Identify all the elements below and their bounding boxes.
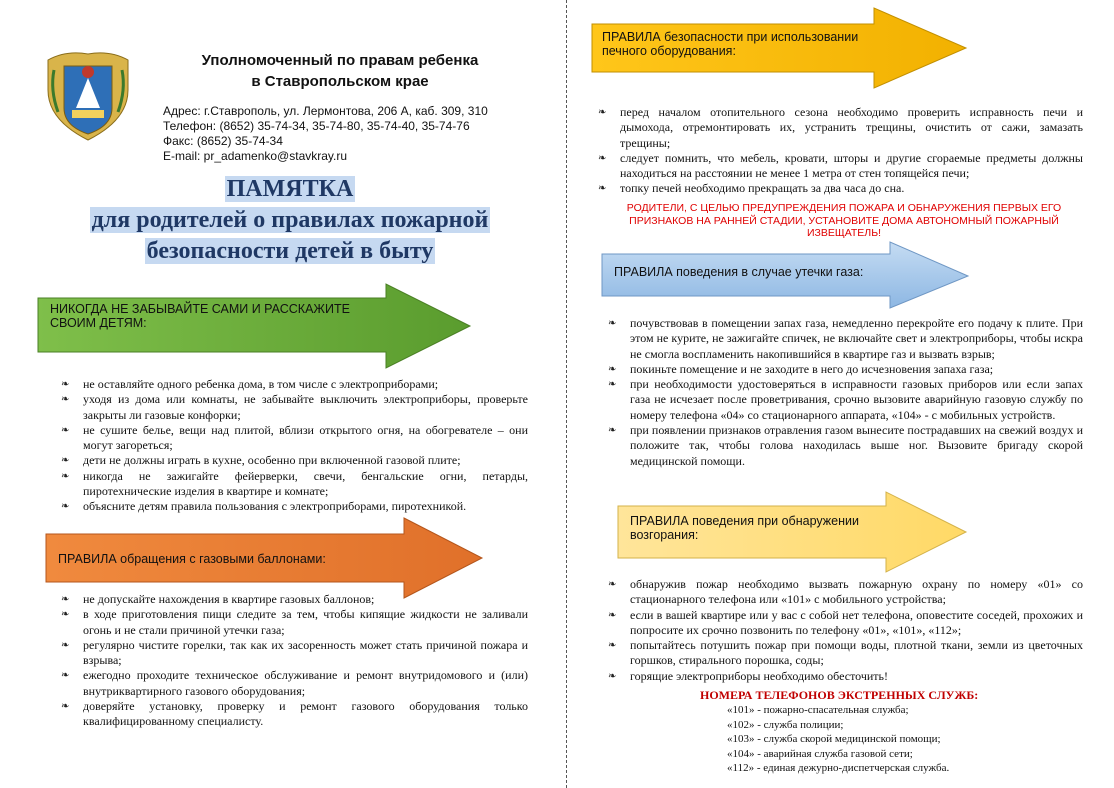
list-item: ❧ объясните детям правила пользования с электроприборами, пиротехникой. [83,499,528,514]
phone-item: «104» - аварийная служба газовой сети; [727,747,913,760]
arrow-stove-safety [590,6,970,90]
list-item: ❧ если в вашей квартире или у вас с собой нет телефона, оповестите соседей, прохожих и попросите их срочно позвонить по телефону «01», «101», «112»; [630,608,1083,639]
page-divider [566,0,567,788]
list-item: ❧ покиньте помещение и не заходите в него до исчезновения запаха газа; [630,362,1083,377]
list-item: ❧ регулярно чистите горелки, так как их засоренность может стать причиной пожара и взрыва; [83,638,528,669]
org-line-1: Уполномоченный по правам ребенка [201,52,479,69]
arrow-gas-cylinders [44,516,486,600]
arrow-gas-leak [600,240,972,310]
list-item: ❧ уходя из дома или комнаты, не забывайте выключить электроприборы, проверьте закрыты ли газовые конфорки; [83,392,528,423]
list-item: ❧ горящие электроприборы необходимо обесточить! [630,669,1083,684]
list-item: ❧ топку печей необходимо прекращать за два часа до сна. [620,181,1083,196]
emergency-phones-heading: НОМЕРА ТЕЛЕФОНОВ ЭКСТРЕННЫХ СЛУЖБ: [700,688,979,702]
list-item: ❧ ежегодно проходите техническое обслуживание и ремонт внутридомового и (или) внутриквартирного газового оборудования; [83,668,528,699]
right-sec3-heading: ПРАВИЛА поведения при обнаружении возгорания: [630,514,859,542]
title-line-1: ПАМЯТКА [226,176,354,202]
arrow-fire-detected [616,490,970,574]
gas-leak-list [630,316,1083,469]
phone-item: «102» - служба полиции; [727,718,844,731]
list-item: ❧ обнаружив пожар необходимо вызвать пожарную охрану по номеру «01» со стационарного телефона или «101» с мобильного устройства; [630,577,1083,608]
gas-cylinders-list [83,592,528,730]
list-item: ❧ при необходимости удостоверяться в исправности газовых приборов или если запах газа не исчезает после проветривания, срочно вызовите аварийную газовую службу по номеру телефона «04» со стационарного аппарата, «104» - с мобильных устройств. [630,377,1083,423]
list-item: ❧ никогда не зажигайте фейерверки, свечи, бенгальские огни, петарды, пиротехнические изделия в квартире и комнате; [83,469,528,500]
list-item: ❧ дети не должны играть в кухне, особенно при включенной газовой плите; [83,453,528,468]
stove-safety-list [620,105,1083,197]
sec2-heading: ПРАВИЛА обращения с газовыми баллонами: [58,552,326,566]
never-forget-list [83,377,528,515]
organization-name [160,50,520,92]
phone-item: «101» - пожарно-спасательная служба; [727,704,909,716]
org-line-2: в Ставропольском крае [251,73,429,90]
phone-item: «112» - единая дежурно-диспетчерская служба. [727,762,950,774]
coat-of-arms-icon [46,50,130,142]
list-item: ❧ в ходе приготовления пищи следите за тем, чтобы кипящие жидкости не заливали огонь и не стали причиной утечки газа; [83,607,528,638]
list-item: ❧ доверяйте установку, проверку и ремонт газового оборудования только квалифицированному специалисту. [83,699,528,730]
smoke-detector-note: РОДИТЕЛИ, С ЦЕЛЬЮ ПРЕДУПРЕЖДЕНИЯ ПОЖАРА И ОБНАРУЖЕНИЯ ПЕРВЫХ ЕГО ПРИЗНАКОВ НА РАННЕЙ СТАДИИ, УСТАНОВИТЕ ДОМА АВТОНОМНЫЙ ПОЖАРНЫЙ ИЗВЕЩАТЕЛЬ! [626,202,1062,239]
title-line-3: безопасности детей в быту [146,238,434,264]
contact-block [163,104,488,164]
title-line-2: для родителей о правилах пожарной [91,207,489,233]
phone-item: «103» - служба скорой медицинской помощи; [727,733,941,745]
right-sec2-heading: ПРАВИЛА поведения в случае утечки газа: [614,265,864,279]
list-item: ❧ не допускайте нахождения в квартире газовых баллонов; [83,592,528,607]
list-item: ❧ следует помнить, что мебель, кровати, шторы и другие сгораемые предметы должны находиться на расстоянии не менее 1 метра от стен топящейся печи; [620,151,1083,182]
list-item: ❧ при появлении признаков отравления газом вынесите пострадавших на свежий воздух и положите так, чтобы голова находилась выше ног. Вызовите бригаду скорой медицинской помощи. [630,423,1083,469]
arrow-never-forget [36,282,474,370]
list-item: ❧ не оставляйте одного ребенка дома, в том числе с электроприборами; [83,377,528,392]
email-text: E-mail: pr_adamenko@stavkray.ru [163,149,348,163]
list-item: ❧ попытайтесь потушить пожар при помощи воды, плотной ткани, земли из цветочных горшков, стирального порошка, соды; [630,638,1083,669]
phone-text: Телефон: (8652) 35-74-34, 35-74-80, 35-74-40, 35-74-76 [163,119,470,133]
sec1-heading: НИКОГДА НЕ ЗАБЫВАЙТЕ САМИ И РАССКАЖИТЕ СВОИМ ДЕТЯМ: [50,302,350,330]
fire-detected-list [630,577,1083,684]
page-title [40,174,540,267]
address-text: Адрес: г.Ставрополь, ул. Лермонтова, 206 А, каб. 309, 310 [163,104,488,118]
list-item: ❧ перед началом отопительного сезона необходимо проверить исправность печи и дымохода, отремонтировать их, устранить трещины, очистить от сажи, замазать трещины; [620,105,1083,151]
emergency-phones-list [727,703,949,776]
list-item: ❧ почувствовав в помещении запах газа, немедленно перекройте его подачу к плите. При этом не курите, не зажигайте спичек, не включайте свет и электроприборы, чтобы искра не смогла воспламенить накопившийся в квартире газ и вызвать взрыв; [630,316,1083,362]
list-item: ❧ не сушите белье, вещи над плитой, вблизи открытого огня, на обогревателе – они могут загореться; [83,423,528,454]
fax-text: Факс: (8652) 35-74-34 [163,134,283,148]
right-sec1-heading: ПРАВИЛА безопасности при использовании печного оборудования: [602,30,859,58]
